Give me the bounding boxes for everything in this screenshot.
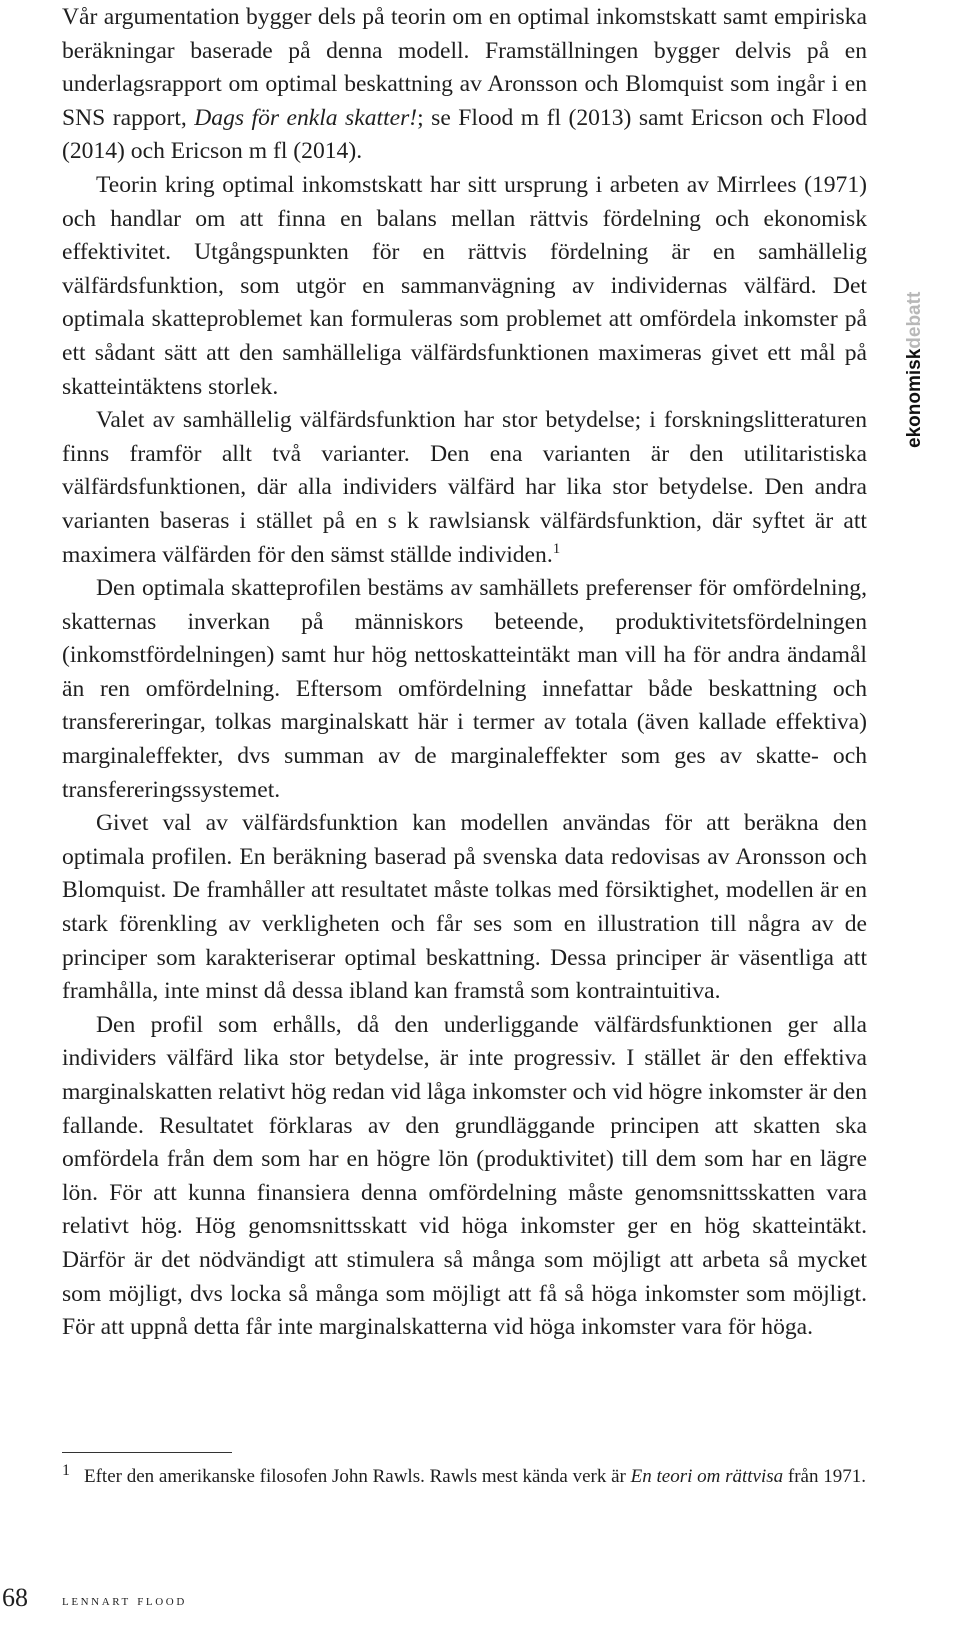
footnote-text-b: från 1971.: [783, 1466, 866, 1487]
footnote-divider: [62, 1452, 232, 1453]
paragraph-1-text-b: ; se Flood m fl (2013) samt Ericson och Flood (2014) och Ericson m fl (2014).: [62, 104, 867, 165]
side-label-ekonomisk: ekonomisk: [904, 348, 925, 448]
footnote-mark: 1: [62, 1462, 70, 1479]
footnote-text-a: Efter den amerikanske filosofen John Rawls. Rawls mest kända verk är: [84, 1466, 631, 1487]
article-body: [62, 0, 867, 1345]
paragraph-1-text-a: Vår argumentation bygger dels på teorin om en optimal inkomstskatt samt empiriska beräkningar baserade på denna modell. Framställningen bygger delvis på en underlagsrapport om optimal beskattning av Aronsson och Blomquist som ingår i en SNS rapport,: [62, 4, 867, 131]
footnote-book-title: En teori om rättvisa: [630, 1466, 784, 1487]
footnote-reference: 1: [552, 540, 561, 557]
side-label-debatt: debatt: [904, 291, 925, 349]
book-title-dags-for-enkla-skatter: Dags för enkla skatter!: [194, 104, 418, 131]
paragraph-1: [62, 1, 867, 169]
paragraph-4: Den optimala skatteprofilen bestäms av samhällets preferenser för omfördelning, skatternas inverkan på människors beteende, produktivitetsfördelningen (inkomstfördelningen) samt hur hög nettoskatteintäkt man vill ha för andra ändamål än ren omfördelning. Eftersom omfördelning innefattar både beskattning och transfereringar, tolkas marginalskatt här i termer av totala (även kallade effektiva) marginaleffekter, dvs summan av de marginaleffekter som ges av skatte- och transfereringssystemet.: [62, 575, 867, 803]
paragraph-3: [62, 404, 867, 572]
page-number: 68: [2, 1583, 28, 1612]
running-footer-author: lennart flood: [62, 1593, 187, 1609]
paragraph-6: Den profil som erhålls, då den underliggande välfärdsfunktionen ger alla individers välfärd lika stor betydelse, är inte progressiv. I stället är den effektiva marginalskatten relativt hög redan vid låga inkomster och vid högre inkomster är den fallande. Resultatet förklaras av den grundläggande principen att skatten ska omfördela från dem som har en högre lön (produktivitet) till dem som har en lägre lön. För att kunna finansiera denna omfördelning måste genomsnittsskatten vara relativt hög. Hög genomsnittsskatt vid höga inkomster ger en hög skatteintäkt. Därför är det nödvändigt att stimulera så många som möjligt att arbeta så mycket som möjligt, dvs locka så många som möjligt att få så höga inkomster som möjligt. För att uppnå detta får inte marginalskatterna vid höga inkomster vara för höga.: [62, 1011, 867, 1341]
paragraph-5: Givet val av välfärdsfunktion kan modellen användas för att beräkna den optimala profilen. En beräkning baserad på svenska data redovisas av Aronsson och Blomquist. De framhåller att resultatet måste tolkas med försiktighet, modellen är en stark förenkling av verkligheten och får ses som en illustration till några av de principer som karakteriserar optimal beskattning. Dessa principer är väsentliga att framhålla, inte minst då dessa ibland kan framstå som kontraintuitiva.: [62, 810, 867, 1005]
paragraph-3-text: Valet av samhällelig välfärdsfunktion har stor betydelse; i forskningslitteraturen finns framför allt två varianter. Den ena varianten är den utilitaristiska välfärdsfunktionen, där alla individers välfärd har lika stor betydelse. Den andra varianten baseras i stället på en s k rawlsiansk välfärdsfunktion, där syftet är att maximera välfärden för den sämst ställde individen.: [62, 407, 867, 568]
paragraph-2: Teorin kring optimal inkomstskatt har sitt ursprung i arbeten av Mirrlees (1971) och handlar om att finna en balans mellan rättvis fördelning och ekonomisk effektivitet. Utgångspunkten för en rättvis fördelning är en samhällelig välfärdsfunktion, som utgör en sammanvägning av individernas välfärd. Det optimala skatteproblemet kan formuleras som problemet att omfördela inkomster på ett sådant sätt att den samhälleliga välfärdsfunktionen maximeras givet ett mål på skatteintäktens storlek.: [62, 171, 867, 400]
footnote: [62, 1461, 867, 1492]
journal-side-label: [904, 292, 926, 448]
